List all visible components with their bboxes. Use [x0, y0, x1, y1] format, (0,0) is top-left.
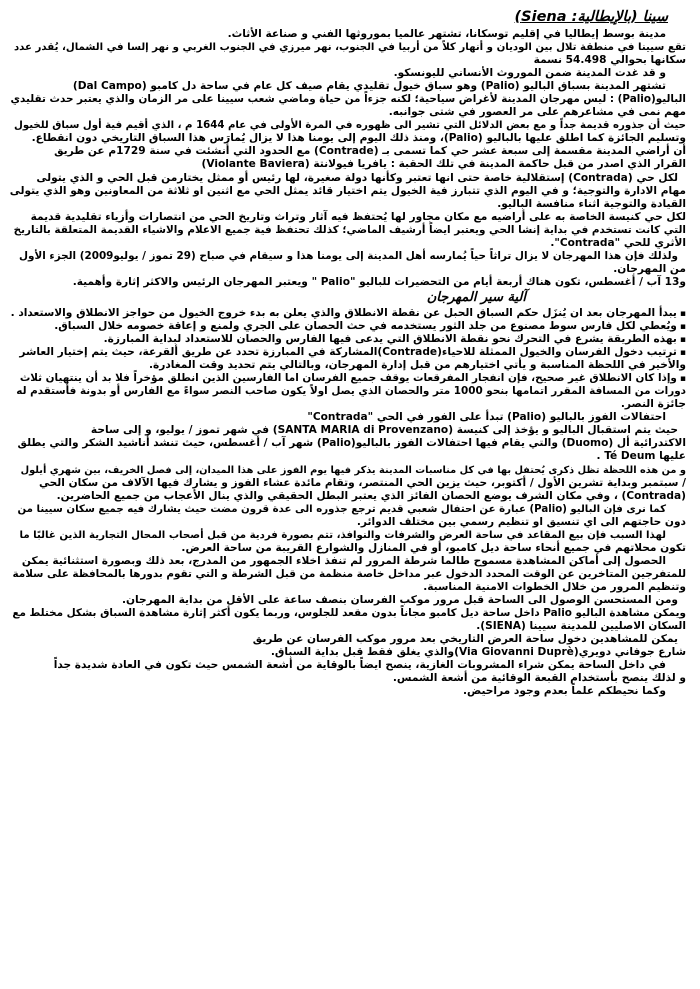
- text-line: لكل حي (Contrada) إستقلالية خاصة حتى انها تعتبر وكأنها دولة صغيرة، لها رئيس أو ممثل يختارمن قبل الحي و الذي يتولى: [36, 171, 678, 184]
- text-line: / سبتمبر وبداية تشرين الأول / أكتوبر، حيث يزين الحي المنتصر، وتقام مائدة عشاء الفوز و يشارك فيها الآلاف من سكان الحي: [38, 476, 686, 489]
- text-line: و قد غدت المدينة ضمن الموروث الأنساني لليونسكو.: [393, 67, 666, 80]
- text-line: مهام الادارة والتوجية؛ و في اليوم الذي تتبارز فية الخيول يتم اختيار قائد يمثل الحي مع اثنين او ثلاثة من المعاونين وهو الذي يتولى: [9, 184, 686, 197]
- text-line: وتنظيم المرور من خلال الخطوات الامنية المناسبة.: [423, 580, 686, 593]
- text-line: حيث أن جذوره قديمة جداً و مع بعض الدلائل التي تشير الى ظهوره في المرة الأولى في عام 1644 م ، الذي أقيم فية أول سباق للخيول: [14, 120, 686, 132]
- text-line: تشتهر المدينة بسباق البالیو (Palio) وهو سباق خيول تقليدي يقام صيف كل عام في ساحة دل كامبو (Dal Campo): [72, 80, 666, 93]
- text-line: لهذا السبب فإن بيع المقاعد في ساحة العرض والشرفات والنوافذ، تتم بصورة فردية من قبل أصحاب المحال التجارية الذين غالبًا ما: [19, 529, 666, 541]
- text-line: في داخل الساحة يمكن شراء المشروبات الغازية، ينصح ايضاً بالوقاية من أشعة الشمس حيث تكون في العادة شديدة جداً: [53, 659, 666, 672]
- text-line: ▪ وإذا كان الانطلاق غير صحيح، فإن انفجار المفرقعات يوقف جميع الفرسان اما الفارسين الذين انطلق مؤخراً فلا بد أن ينتهيان ثلاث: [10, 372, 686, 385]
- text-line: ▪ ويُعطي لكل فارس سوط مصنوع من جلد الثور يستخدمه في حث الحصان على الجري ولمنع و إعاقة خصومه خلال السباق.: [10, 320, 686, 333]
- text-line: دون حاجتهم الى اي تنسيق او تنظيم رسمي بين مختلف الدوائر.: [356, 515, 686, 528]
- text-line: الأثري للحي "Contrada".: [550, 236, 686, 249]
- text-line: و لذلك ينصح بأستخدام القبعة الوقائية من أشعة الشمس.: [392, 672, 686, 685]
- text-line: جائزة النصر.: [620, 398, 686, 411]
- text-line: ولذلك فإن هذا المهرجان لا يزال تراثاً حياً يُمارسه أهل المدينة إلى يومنا هذا و سيقام في صباح (29 تموز / يوليو2009) الجزء الأول: [19, 249, 678, 262]
- text-line: أن أراضي المدينة مقسمة إلى سبعة عشر حي كما تسمى بـ (Contrade) مع الحدود التي أنشئت في سنة 1729م عن طريق: [54, 145, 686, 158]
- text-line: القيادة والتوجية اثناء منافسة الباليو.: [497, 197, 686, 210]
- text-line: و من هذه اللحظة تظل ذكرى يُحتفل بها في كل مناسبات المدينة يذكر فيها يوم الفوز على هذا الميدان، إلى فصل الخريف، بين شهري أيلول: [20, 464, 686, 476]
- text-line: ▪ ترتيب دخول الفرسان والخيول الممثلة للاحياء(Contrade)المشاركة في المبارزة تحدد عن طريق ألقرعة، حيث يتم إختيار العاشر: [10, 346, 686, 359]
- text-line: وكما نحيطكم علماً بعدم وجود مراحيض.: [463, 685, 666, 698]
- text-line: من المهرجان.: [613, 262, 686, 275]
- text-line: البالیو(Palio) : ليس مهرجان المدينة لأغراض سياحية؛ لكنه جزءاً من حياة وماضي شعب سيينا على مر الزمان والذي يعتبر حدث تقليدي: [10, 93, 686, 106]
- text-line: مدينة بوسط إيطاليا في إقليم توسكانا، تشتهر عالميا بموروثها الفني و صناعة الأثاث.: [227, 28, 666, 40]
- text-line: تقع سيينا في منطقة تلال بين الوديان و أنهار كلاً من أربيا في الجنوب، نهر ميرزي في الجنوب الغربي و نهر إلسا في الشمال، يُقدر عدد: [13, 42, 686, 54]
- text-line: الاكتدرائية أل (Duomo) والتي يقام فيها احتفالات الفوز بالباليو(Palio) شهر آب / أغسطس، حيث تنشد أناشيد الشكر والتي يطلق: [17, 437, 686, 450]
- text-line: شارع جوفاني دويري(Via Giovanni Duprè)والذي يغلق فقط قبل بداية السباق.: [270, 646, 686, 659]
- text-line: مهم نمى في مشاعرهم على مر العصور في شتى جوانبه.: [388, 106, 686, 119]
- text-line: القرار الذي اصدر من قبل حاكمة المدينة في تلك الحقبة : يافريا فيولانتة (Violante Baviera): [201, 158, 686, 171]
- text-line: ▪ يبدأ المهرجان بعد ان يُنزَل حكم السباق الحبل عن نقطة الانطلاق والذي يعلن به بدء خروج الخيول من حواجز الانطلاق والاستعداد .: [10, 307, 686, 320]
- text-line: التي كانت تستخدم في بداية إنشا الحي ويعتبر ايضاً أرشيف الماضي؛ كذلك تحتفظ فية جميع الاعلام والاشياء القديمة المتعلقة بالتاريخ: [13, 223, 686, 236]
- text-line: السكان الاصليين للمدينة سيينا (SIENA).: [476, 620, 686, 633]
- text-line: ▪ بهذه الطريقة يشرع في التحرك نحو نقطة الانطلاق التي يدعى فيها الفارس والحصان للاستعداد لبداية المبارزة.: [10, 333, 686, 346]
- page-title: سينا (بالإيطالية: Siena): [514, 9, 668, 25]
- text-line: ويمكن مشاهدة الباليو Palio داخل ساحة ديل كامبو مجاناً بدون مقعد للجلوس، وربما يكون أكثر إثارة مشاهدة السباق بشكل مختلط مع: [12, 607, 686, 620]
- text-line: ومن المستحسن الوصول الى الساحة قبل مرور موكب الفرسان بنصف ساعة على الأقل من بداية المهرجان.: [121, 593, 678, 606]
- text-line: دورات من المسافة المقرر اتمامها بنحو 1000 متر والحصان الذي يصل اولاً يكون صاحب النصر سواءً مع الفارس أو بدونة فأستقدم له: [16, 385, 686, 398]
- text-line: سكانها بحوالي 54.498 نسمة: [533, 54, 686, 67]
- text-line: والأخير في اللحظة المناسبة و يأتي اختيارهم من قبل إدارة المهرجان، وبالتالي يتم تحديد وقت المغادرة.: [148, 359, 686, 372]
- text-line: كما نرى فإن الباليو (Palio) عبارة عن احتفال شعبي قديم ترجع جذوره الى عدة قرون مضت حيث يشارك فيه جميع سكان سيينا من: [17, 503, 666, 515]
- text-line: لكل حي كنيسة الخاصة به على أراضيه مع مكان مجاور لها يُحتفظ فيه آثار وتراث وتاريخ الحي من انتصارات وأزياء تقليدية قديمة: [30, 210, 686, 223]
- text-line: وتسليم الجائزة كما اطلق عليها بالباليو (Palio)، ومنذ ذلك اليوم إلى يومنا هذا لا يزال يُمارَس هذا السباق التاريخي دون انقطاع.: [31, 132, 686, 145]
- text-line: للمتفرجين المتاخرين عن الوقت المحدد الدخول عبر مداخل خاصة منظمة من قبل الشرطة و التي تقوم بدورها بالمحافظة على سلامة: [12, 567, 686, 580]
- section-subtitle: آلية سير المهرجان: [426, 289, 526, 305]
- text-line: عليها Té Deum .: [596, 450, 686, 463]
- text-line: يمكن للمشاهدين دخول ساحة العرض التاريخي بعد مرور موكب الفرسان عن طريق: [252, 633, 678, 646]
- text-line: تكون محلاتهم في جميع أنحاء ساحة ديل كامبو، أو في المنازل والشوارع القريبة من ساحة العرض.: [181, 541, 686, 554]
- text-line: (Contrada) ، وفي مكان الشرف يوضع الحصان الفائز الذي يعتبر البطل الحقيقي والذي ينال الأعجاب من جميع الحاضرين.: [56, 489, 686, 502]
- text-line: الحصول إلى أماكن المشاهدة مسموح طالما شرطة المرور لم تنفذ اخلاء الجمهور من المدرج، بعد ذلك وبصورة استثنائية يمكن: [21, 554, 666, 567]
- text-line: و13 آب / أغسطس، تكون هناك أربعة أيام من التحضيرات للباليو "Palio " ويعتبر المهرجان الرئيس والاكثر إثارة وأهمية.: [72, 275, 686, 288]
- text-line: احتفالات الفوز بالباليو (Palio) تبدأ على الفور في الحي "Contrada": [307, 411, 666, 424]
- text-line: حيث يتم استقبال الباليو و يؤخذ إلى كنيسة (SANTA MARIA di Provenzano) في شهر تموز / يوليو، و إلى ساحة: [90, 424, 678, 437]
